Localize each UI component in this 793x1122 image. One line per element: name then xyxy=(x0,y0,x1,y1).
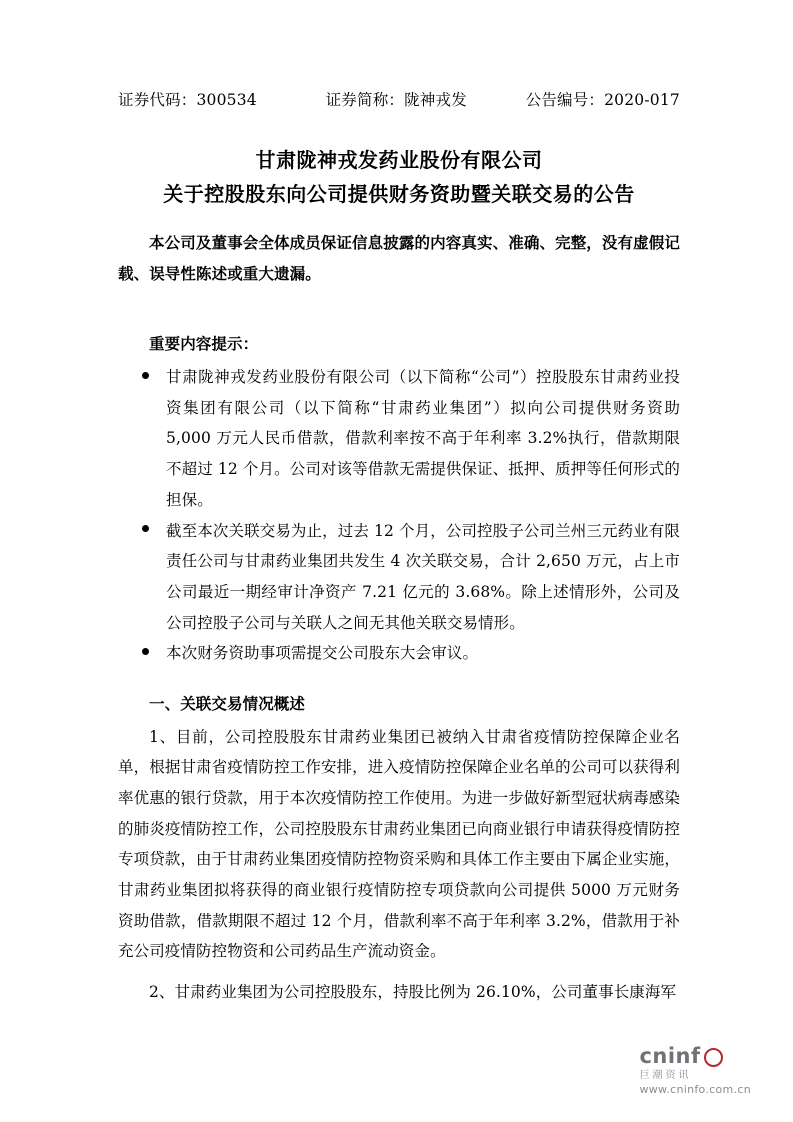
logo-website-url: www.cninfo.com.cn xyxy=(639,1082,751,1096)
section-one-paragraph-1: 1、目前，公司控股股东甘肃药业集团已被纳入甘肃省疫情防控保障企业名单，根据甘肃省疫情防控工作安排，进入疫情防控保障企业名单的公司可以获得利率优惠的银行贷款，用于本次疫情防控工作使用。为进一步做好新型冠状病毒感染的肺炎疫情防控工作，公司控股股东甘肃药业集团已向商业银行申请获得疫情防控专项贷款，由于甘肃药业集团疫情防控物资采购和具体工作主要由下属企业实施，甘肃药业集团拟将获得的商业银行疫情防控专项贷款向公司提供 5000 万元财务资助借款，借款期限不超过 12 个月，借款利率不高于年利率 3.2%，借款用于补充公司疫情防控物资和公司药品生产流动资金。 xyxy=(118,727,680,961)
bullet-dot-icon xyxy=(142,372,149,379)
announcement-number: 公告编号：2020-017 xyxy=(525,91,680,109)
security-abbreviation: 证券简称：陇神戎发 xyxy=(325,91,467,109)
important-bullet-1: 甘肃陇神戎发药业股份有限公司（以下简称“公司”）控股股东甘肃药业投资集团有限公司（以下简称“甘肃药业集团”）拟向公司提供财务资助 5,000 万元人民币借款，借款利率按不高于年利率 3.2%执行，借款期限不超过 12 个月。公司对该等借款无需提供保证、抵押、质押等任何形式的担保。 xyxy=(166,368,680,509)
section-one-paragraph-2: 2、甘肃药业集团为公司控股股东，持股比例为 26.10%，公司董事长康海军 xyxy=(149,983,677,1002)
important-bullet-3: 本次财务资助事项需提交公司股东大会审议。 xyxy=(166,644,479,663)
bullet-dot-icon xyxy=(142,525,149,532)
security-code: 证券代码：300534 xyxy=(118,91,257,109)
important-notice-label: 重要内容提示： xyxy=(149,334,259,354)
section-heading-one: 一、关联交易情况概述 xyxy=(149,693,306,713)
logo-wordmark xyxy=(639,1045,751,1068)
list-item xyxy=(118,516,680,639)
logo-circle-icon xyxy=(704,1048,723,1067)
document-header xyxy=(118,88,680,110)
important-bullet-2: 截至本次关联交易为止，过去 12 个月，公司控股子公司兰州三元药业有限责任公司与甘肃药业集团共发生 4 次关联交易，合计 2,650 万元，占上市公司最近一期经审计净资产 7.21 亿元的 3.68%。除上述情形外，公司及公司控股子公司与关联人之间无其他关联交易情形。 xyxy=(166,521,680,632)
disclosure-statement: 本公司及董事会全体成员保证信息披露的内容真实、准确、完整，没有虚假记载、误导性陈述或重大遗漏。 xyxy=(118,233,680,283)
company-title: 甘肃陇神戎发药业股份有限公司 xyxy=(255,148,543,172)
announcement-title: 关于控股股东向公司提供财务资助暨关联交易的公告 xyxy=(163,182,635,206)
bullet-dot-icon xyxy=(142,648,149,655)
list-item xyxy=(118,362,680,515)
list-item xyxy=(118,638,680,669)
cninfo-logo xyxy=(639,1045,751,1096)
logo-chinese-name: 巨潮资讯 xyxy=(639,1069,692,1081)
logo-text: cninf xyxy=(639,1043,701,1068)
